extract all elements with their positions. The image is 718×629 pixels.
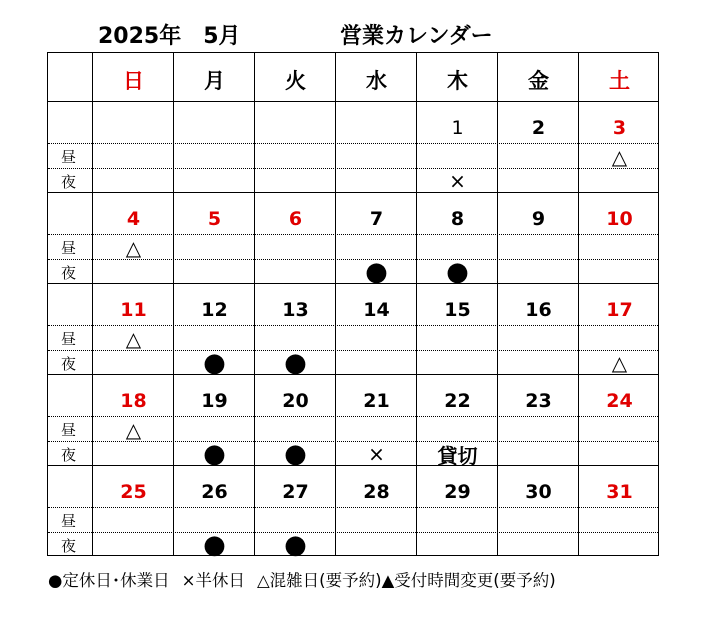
date-cell: 17 xyxy=(606,299,633,321)
legend-hours-changed: ▲受付時間変更(要予約) xyxy=(381,571,556,590)
date-cell: 24 xyxy=(606,390,633,412)
noon-label: 昼 xyxy=(61,512,77,530)
night-label: 夜 xyxy=(61,172,77,191)
date-cell: 21 xyxy=(363,390,390,412)
date-cell: 15 xyxy=(444,299,471,321)
date-cell: 2 xyxy=(531,117,546,139)
date-cell: 23 xyxy=(525,390,552,412)
busy-mark: △ xyxy=(125,235,142,260)
legend-half-day: ×半休日 xyxy=(181,571,245,590)
date-cell: 28 xyxy=(363,481,390,503)
busy-mark: △ xyxy=(611,351,628,375)
closed-mark: ● xyxy=(284,439,307,469)
date-cell: 25 xyxy=(120,481,147,503)
date-cell: 18 xyxy=(120,390,147,412)
date-cell: 22 xyxy=(444,390,471,412)
weekday-header: 火 xyxy=(285,68,306,93)
closed-mark: ● xyxy=(284,530,307,560)
half-day-mark: × xyxy=(449,169,466,193)
closed-mark: ● xyxy=(203,348,226,378)
date-cell: 27 xyxy=(282,481,309,503)
night-label: 夜 xyxy=(61,536,77,555)
date-cell: 7 xyxy=(369,208,384,230)
legend xyxy=(48,569,556,593)
closed-mark: ● xyxy=(284,348,307,378)
weekday-header: 木 xyxy=(447,68,468,93)
date-cell: 3 xyxy=(612,117,627,139)
noon-label: 昼 xyxy=(61,421,77,439)
date-cell: 31 xyxy=(606,481,633,503)
night-label: 夜 xyxy=(61,445,77,464)
closed-mark: ● xyxy=(365,257,388,287)
noon-label: 昼 xyxy=(61,148,77,166)
legend-closed: ●定休日･休業日 xyxy=(48,571,170,590)
page-title: 営業カレンダー xyxy=(340,24,493,49)
date-cell: 1 xyxy=(451,117,464,139)
legend-busy-day: △混雑日(要予約) xyxy=(256,571,382,590)
date-cell: 20 xyxy=(282,390,309,412)
date-cell: 29 xyxy=(444,481,471,503)
date-cell: 5 xyxy=(207,208,222,230)
busy-mark: △ xyxy=(611,144,628,169)
half-day-mark: × xyxy=(368,442,385,466)
date-cell: 19 xyxy=(201,390,228,412)
busy-mark: △ xyxy=(125,417,142,442)
busy-mark: △ xyxy=(125,326,142,351)
noon-label: 昼 xyxy=(61,330,77,348)
weekday-header: 月 xyxy=(204,68,225,93)
closed-mark: ● xyxy=(203,439,226,469)
calendar-month: 2025年 5月 xyxy=(98,24,241,49)
reserved-label: 貸切 xyxy=(437,443,478,468)
date-cell: 4 xyxy=(126,208,141,230)
weekday-header: 水 xyxy=(366,68,387,93)
date-cell: 13 xyxy=(282,299,309,321)
date-cell: 26 xyxy=(201,481,228,503)
noon-label: 昼 xyxy=(61,239,77,257)
date-cell: 6 xyxy=(288,208,303,230)
date-cell: 12 xyxy=(201,299,228,321)
date-cell: 16 xyxy=(525,299,552,321)
weekday-header: 日 xyxy=(123,68,144,93)
date-cell: 11 xyxy=(120,299,147,321)
night-label: 夜 xyxy=(61,354,77,373)
closed-mark: ● xyxy=(446,257,469,287)
business-calendar xyxy=(47,52,659,560)
weekday-header: 金 xyxy=(528,68,549,93)
date-cell: 10 xyxy=(606,208,633,230)
date-cell: 30 xyxy=(525,481,552,503)
date-cell: 8 xyxy=(450,208,465,230)
night-label: 夜 xyxy=(61,263,77,282)
closed-mark: ● xyxy=(203,530,226,560)
weekday-header: 土 xyxy=(609,68,630,93)
date-cell: 14 xyxy=(363,299,390,321)
date-cell: 9 xyxy=(531,208,546,230)
